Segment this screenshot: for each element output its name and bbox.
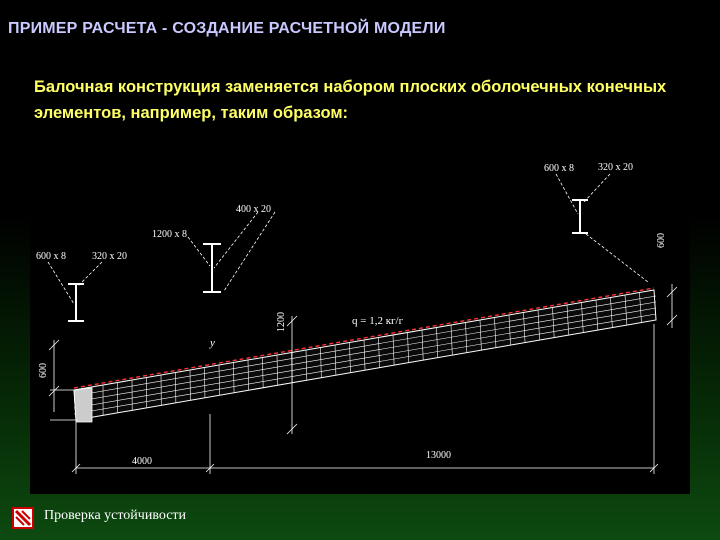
right-flange-label: 320 x 20 (598, 162, 633, 173)
right-height-dimension (667, 284, 677, 328)
left-section-icon (68, 284, 84, 321)
footer-link[interactable]: Проверка устойчивости (44, 508, 187, 523)
load-label: q = 1,2 кг/г (352, 315, 404, 327)
middle-section-leaders (188, 212, 275, 291)
middle-flange-label: 400 x 20 (236, 204, 271, 215)
mesh-line (74, 314, 656, 414)
right-section-leaders (556, 174, 648, 282)
stability-check-icon[interactable] (12, 507, 34, 529)
span-left-label: 4000 (132, 456, 152, 467)
right-web-label: 600 x 8 (544, 163, 574, 174)
left-height-dimension (49, 340, 78, 420)
right-height-label: 600 (656, 233, 667, 248)
mesh-line (74, 296, 656, 396)
middle-web-label: 1200 x 8 (152, 229, 187, 240)
slide-title: ПРИМЕР РАСЧЕТА - СОЗДАНИЕ РАСЧЕТНОЙ МОДЕЛИ (8, 20, 446, 37)
left-height-label: 600 (38, 363, 49, 378)
right-section-icon (572, 200, 588, 233)
left-flange-label: 320 x 20 (92, 251, 127, 262)
slide-subtitle: Балочная конструкция заменяется набором плоских оболочечных конечных элементов, например, таким образом: (34, 78, 667, 122)
axis-label: y (210, 337, 215, 349)
beam-model-drawing (30, 134, 690, 494)
beam-mesh (74, 288, 656, 422)
load-line (74, 288, 654, 388)
left-web-label: 600 x 8 (36, 251, 66, 262)
middle-height-label: 1200 (276, 312, 287, 332)
middle-section-icon (203, 244, 221, 292)
span-right-label: 13000 (426, 450, 451, 461)
